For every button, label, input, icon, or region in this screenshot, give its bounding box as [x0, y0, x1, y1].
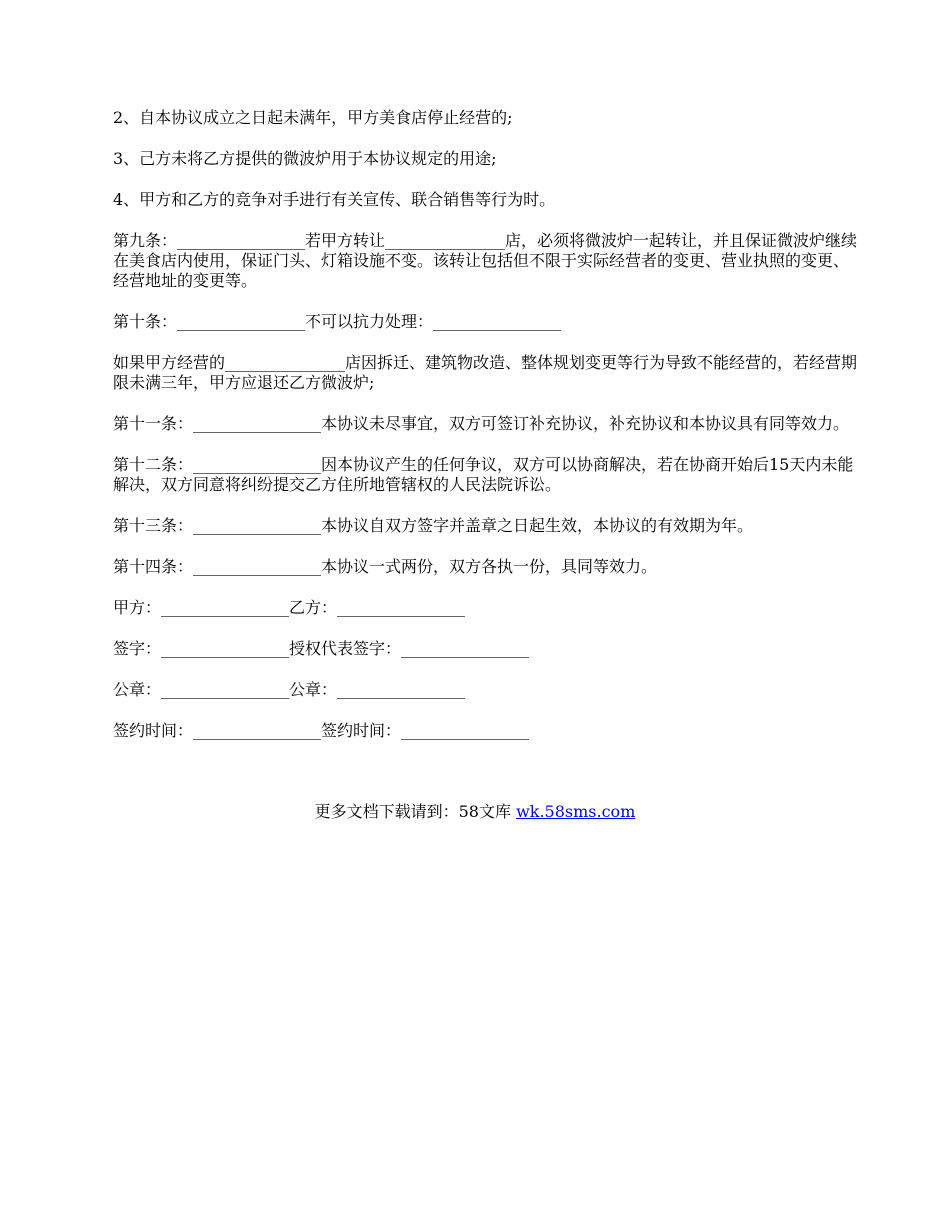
paragraph-clause-4: 4、甲方和乙方的竞争对手进行有关宣传、联合销售等行为时。 [113, 190, 556, 209]
download-footer [0, 802, 950, 822]
paragraph-article-10: 第十条：________________不可以抗力处理：________________ [113, 312, 562, 331]
paragraph-article-11: 第十一条：________________本协议未尽事宜，双方可签订补充协议，补充协议和本协议具有同等效力。 [113, 414, 850, 433]
footer-text: 更多文档下载请到：58文库 [314, 802, 517, 821]
paragraph-relocation: 如果甲方经营的_______________店因拆迁、建筑物改造、整体规划变更等行为导致不能经营的，若经营期限未满三年，甲方应退还乙方微波炉; [113, 353, 858, 392]
signature-seals: 公章：________________公章：________________ [113, 680, 466, 699]
paragraph-article-12: 第十二条：________________因本协议产生的任何争议，双方可以协商解决，若在协商开始后15天内未能解决，双方同意将纠纷提交乙方住所地管辖权的人民法院诉讼。 [113, 455, 854, 494]
paragraph-clause-3: 3、己方未将乙方提供的微波炉用于本协议规定的用途; [113, 149, 497, 168]
paragraph-article-14: 第十四条：________________本协议一式两份，双方各执一份，具同等效力。 [113, 557, 658, 576]
footer-link[interactable]: wk.58sms.com [516, 802, 636, 821]
document-body [113, 108, 858, 762]
signature-signers: 签字：________________授权代表签字：________________ [113, 639, 530, 658]
paragraph-article-9: 第九条：________________若甲方转让_______________店，必须将微波炉一起转让，并且保证微波炉继续在美食店内使用，保证门头、灯箱设施不变。该转让包括但不限于实际经营者的变更、营业执照的变更、经营地址的变更等。 [113, 231, 858, 290]
signature-parties: 甲方：________________乙方：________________ [113, 598, 466, 617]
paragraph-article-13: 第十三条：________________本协议自双方签字并盖章之日起生效，本协议的有效期为年。 [113, 516, 754, 535]
signature-dates: 签约时间：________________签约时间：________________ [113, 721, 530, 740]
paragraph-clause-2: 2、自本协议成立之日起未满年，甲方美食店停止经营的; [113, 108, 513, 127]
